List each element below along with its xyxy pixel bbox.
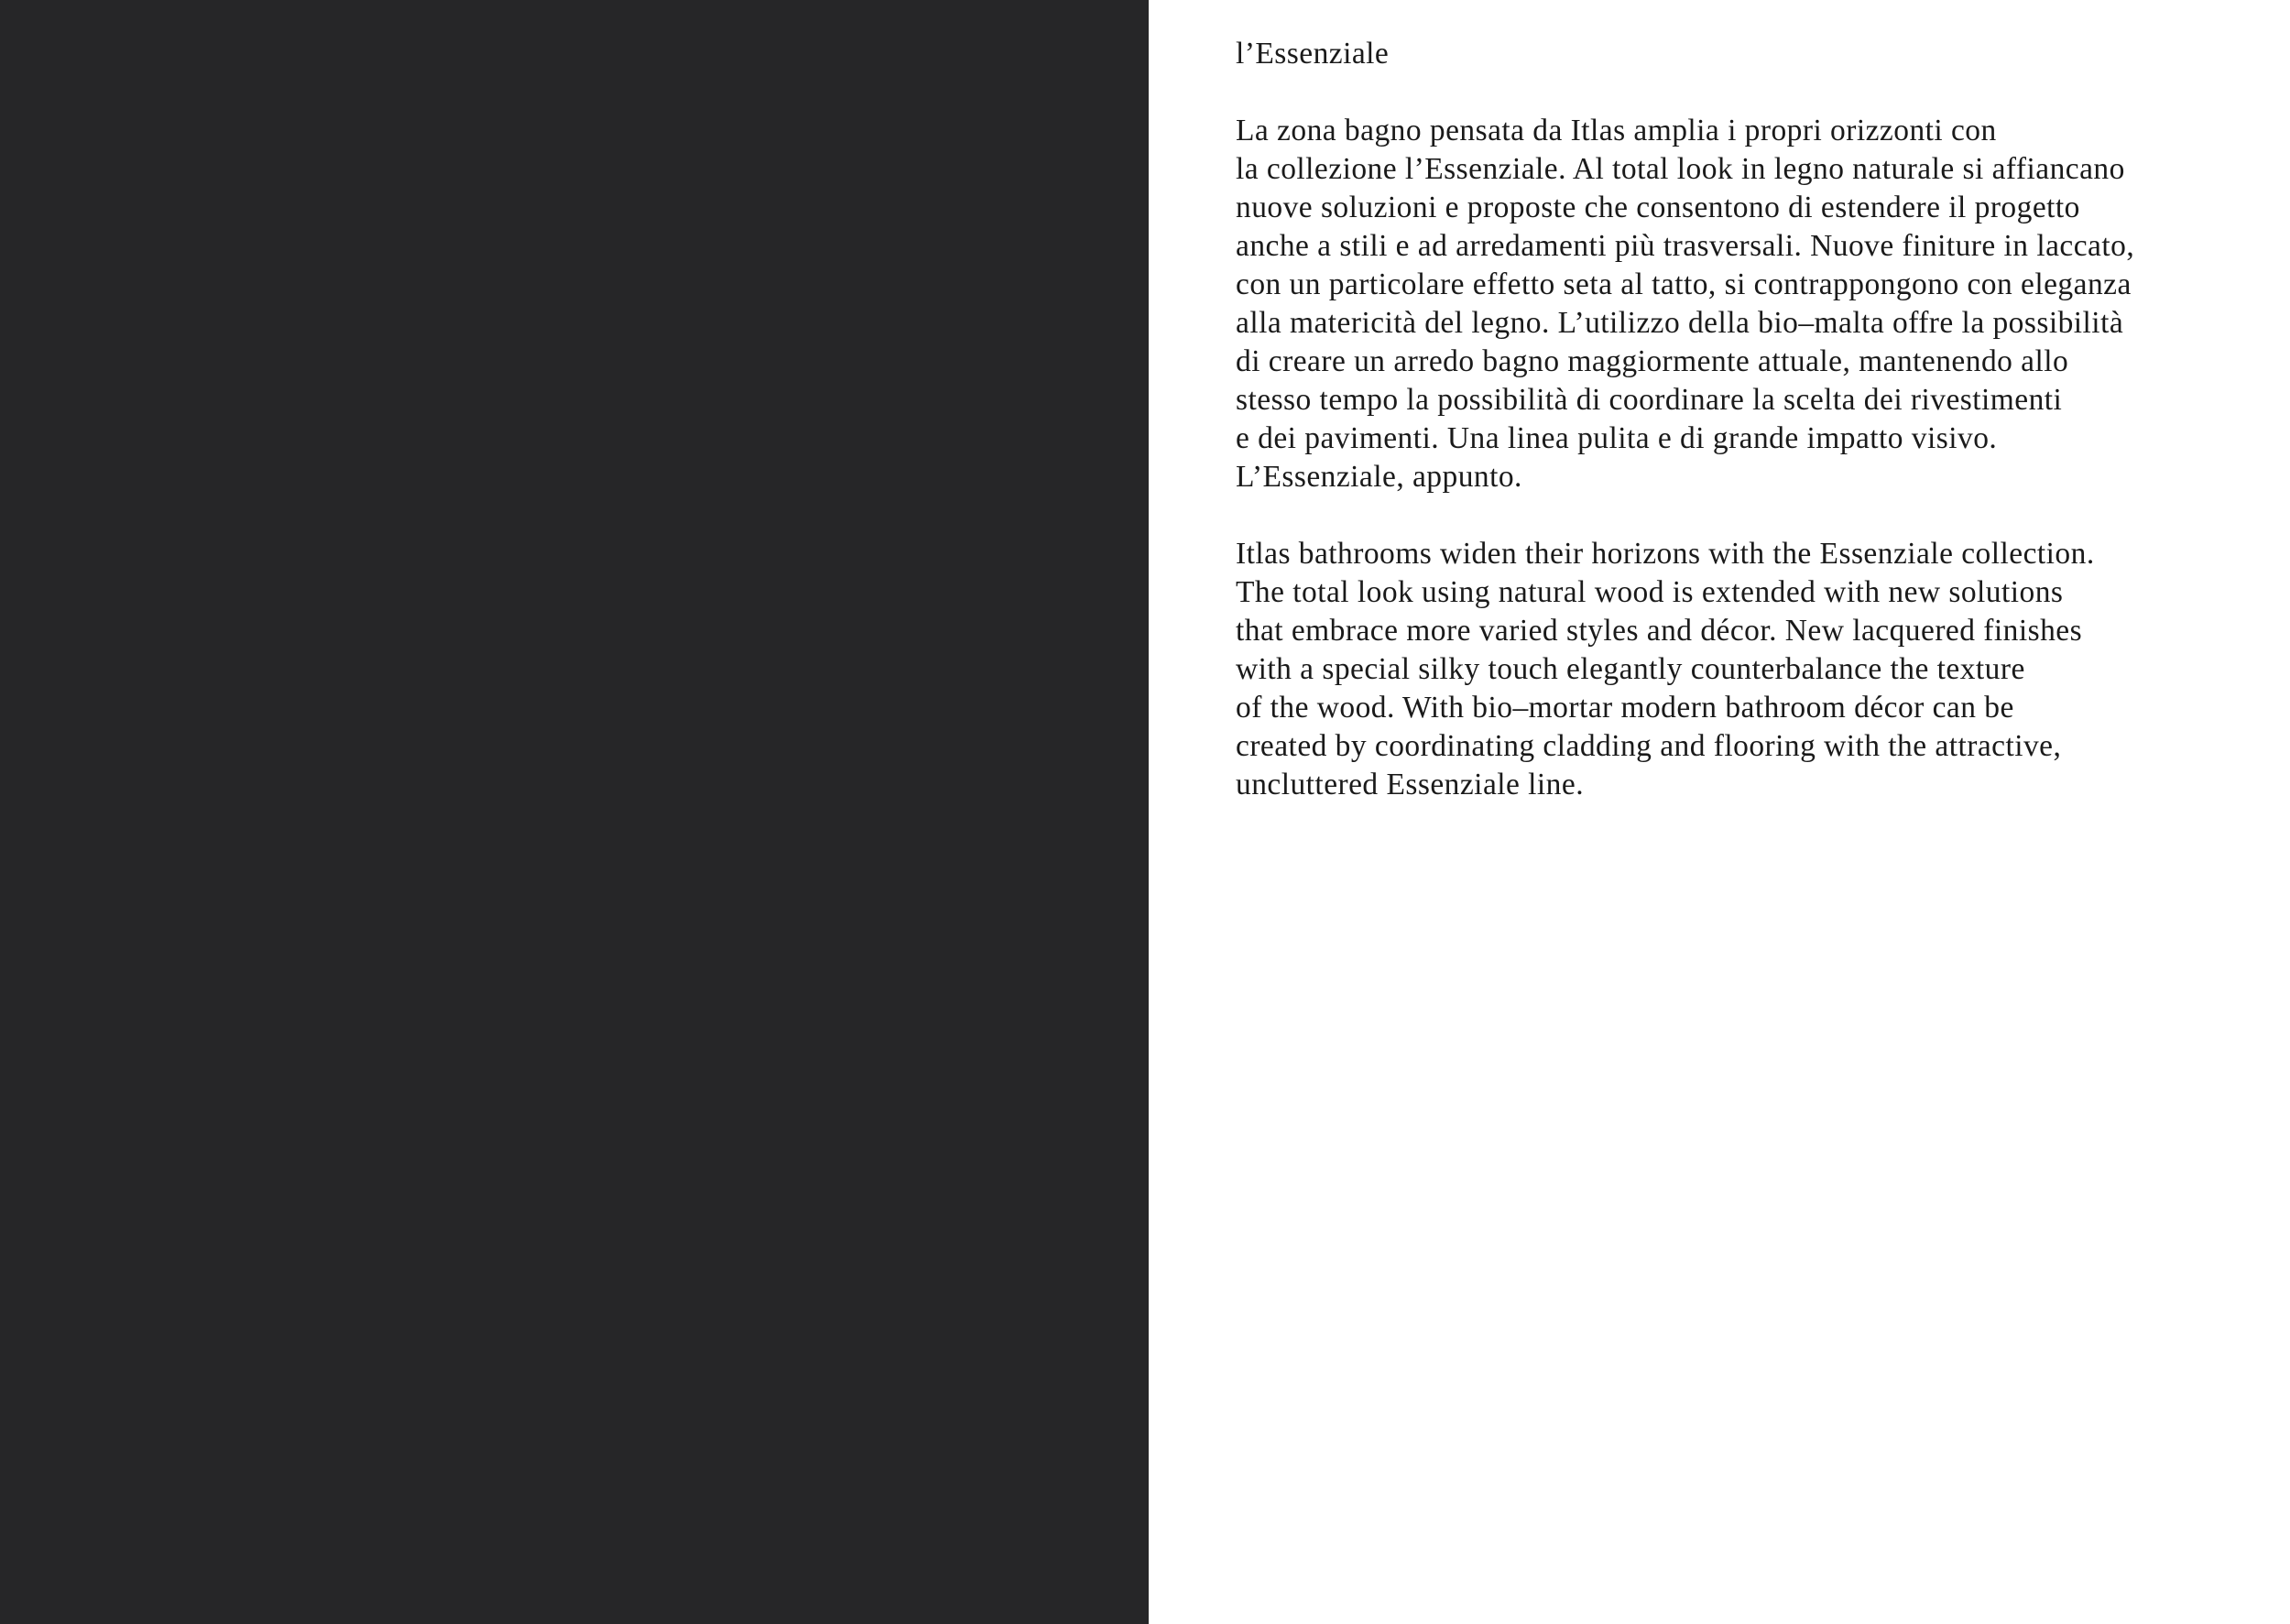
italian-line: con un particolare effetto seta al tatto, si contrappongono con eleganza [1236,267,2132,301]
english-paragraph [1236,535,2280,804]
italian-paragraph [1236,112,2280,496]
italian-line: L’Essenziale, appunto. [1236,460,1522,494]
italian-line: la collezione l’Essenziale. Al total look in legno naturale si affiancano [1236,152,2125,186]
italian-line: di creare un arredo bagno maggiormente attuale, mantenendo allo [1236,344,2069,378]
text-page [1149,0,2290,1619]
english-line: The total look using natural wood is extended with new solutions [1236,575,2064,609]
english-line: with a special silky touch elegantly counterbalance the texture [1236,652,2025,686]
page-title: l’Essenziale [1236,37,1390,71]
italian-line: La zona bagno pensata da Itlas amplia i propri orizzonti con [1236,114,1997,147]
italian-line: nuove soluzioni e proposte che consentono di estendere il progetto [1236,191,2080,224]
italian-line: stesso tempo la possibilità di coordinare la scelta dei rivestimenti [1236,383,2063,417]
italian-line: alla matericità del legno. L’utilizzo della bio–malta offre la possibilità [1236,306,2124,340]
italian-line: anche a stili e ad arredamenti più trasversali. Nuove finiture in laccato, [1236,229,2135,263]
italian-line: e dei pavimenti. Una linea pulita e di grande impatto visivo. [1236,421,1998,455]
english-line: created by coordinating cladding and flooring with the attractive, [1236,729,2062,763]
english-line: Itlas bathrooms widen their horizons with the Essenziale collection. [1236,537,2095,571]
text-column [1236,35,2280,804]
english-line: uncluttered Essenziale line. [1236,768,1585,801]
english-line: of the wood. With bio–mortar modern bathroom décor can be [1236,691,2014,725]
english-line: that embrace more varied styles and décor. New lacquered finishes [1236,614,2083,648]
